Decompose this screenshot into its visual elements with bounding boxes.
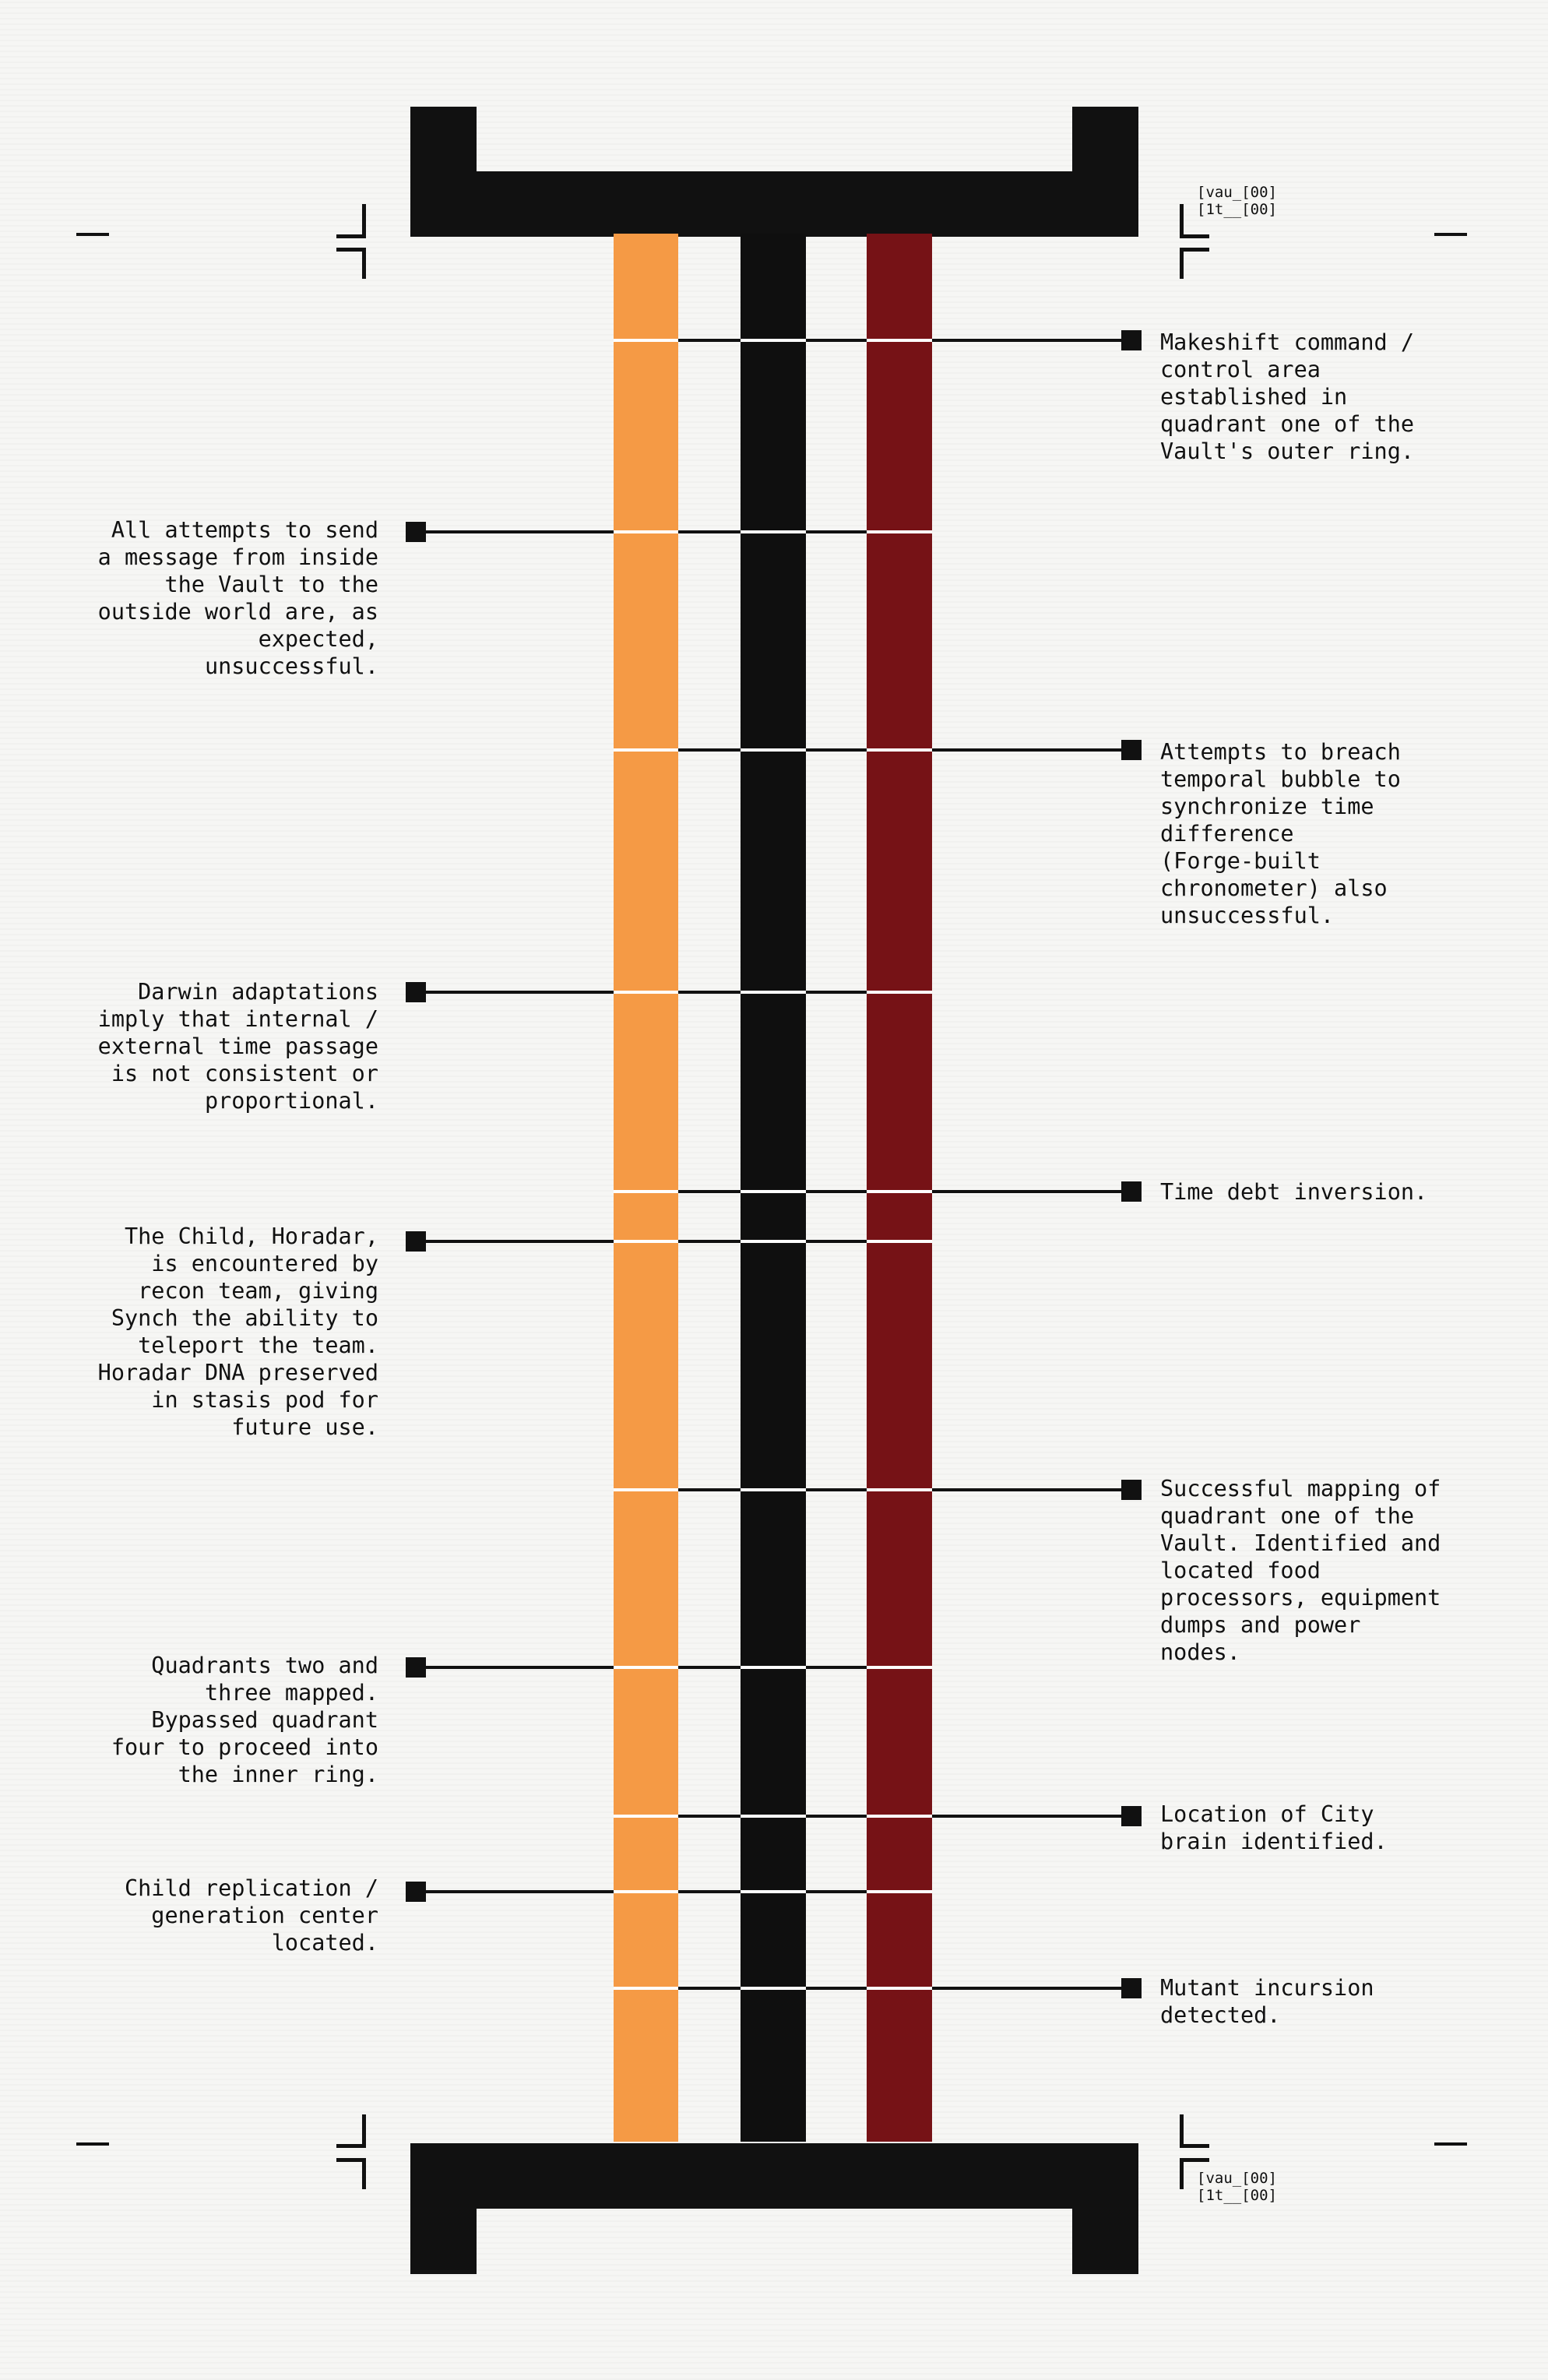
event-crossline [614,530,932,533]
connector-line [806,748,867,752]
marker-square [1121,1806,1142,1826]
code-label-bottom [1197,2170,1277,2204]
connector-line [806,1987,867,1990]
bottom-cap-bar [410,2143,1138,2209]
event-crossline [614,748,932,752]
black-timeline-bar [741,234,806,2142]
marker-square [406,1882,426,1902]
marker-square [1121,1978,1142,1998]
corner-mark [1180,2144,1209,2148]
event-crossline [614,1488,932,1491]
code-label-line: [1t__[00] [1197,201,1277,218]
top-cap-left-post [410,107,477,177]
marker-square [406,982,426,1002]
red-timeline-bar [867,234,932,2142]
event-note-right: Mutant incursion detected. [1160,1975,1374,2028]
marker-square [1121,1480,1142,1500]
event-note-right: Attempts to breach temporal bubble to synchronize time difference (Forge-built chronometer) also unsuccessful. [1160,739,1401,928]
event-note-right: Makeshift command / control area established in quadrant one of the Vault's outer ring. [1160,329,1415,464]
event-crossline [614,1890,932,1893]
marker-square [406,1231,426,1252]
marker-square [1121,740,1142,760]
connector-line [806,1815,867,1818]
corner-mark [1180,2158,1184,2189]
connector-line [806,1190,867,1193]
orange-timeline-bar [614,234,678,2142]
event-note-left: Darwin adaptations imply that internal / external time passage is not consistent or proportional. [97,979,378,1114]
event-crossline [614,339,932,342]
event-note-right: Time debt inversion. [1160,1179,1428,1205]
connector-line [417,1666,614,1669]
corner-mark [336,2144,366,2148]
corner-mark [1180,234,1209,238]
event-note-right: Successful mapping of quadrant one of the Vault. Identified and located food processors, equipment dumps and power nodes. [1160,1476,1441,1665]
event-crossline [614,991,932,994]
event-note-right: Location of City brain identified. [1160,1801,1388,1854]
connector-line [417,991,614,994]
connector-line [932,1488,1131,1491]
corner-mark [362,2114,366,2147]
connector-line [417,530,614,533]
corner-mark [362,204,366,237]
connector-line [678,530,741,533]
corner-mark [336,234,366,238]
connector-line [932,1987,1131,1990]
corner-mark [1180,204,1184,237]
connector-line [932,1815,1131,1818]
bottom-cap-right-post [1072,2204,1138,2274]
connector-line [806,1890,867,1893]
connector-line [678,1488,741,1491]
code-label-line: [vau_[00] [1197,184,1277,201]
connector-line [678,1987,741,1990]
connector-line [417,1240,614,1243]
connector-line [678,748,741,752]
corner-mark [1180,2158,1209,2162]
registration-dash [1434,2142,1467,2146]
connector-line [678,339,741,342]
marker-square [1121,330,1142,350]
connector-line [417,1890,614,1893]
connector-line [932,1190,1131,1193]
corner-mark [362,248,366,279]
code-label-top [1197,184,1277,218]
connector-line [678,1815,741,1818]
top-cap-bar [410,171,1138,237]
connector-line [678,991,741,994]
corner-mark [362,2158,366,2189]
code-label-line: [1t__[00] [1197,2187,1277,2204]
event-crossline [614,1240,932,1243]
corner-mark [1180,248,1184,279]
top-cap-right-post [1072,107,1138,177]
connector-line [806,1240,867,1243]
event-note-left: The Child, Horadar, is encountered by recon team, giving Synch the ability to teleport the team. Horadar DNA preserved in stasis pod for future use. [97,1223,378,1440]
connector-line [678,1666,741,1669]
bottom-cap-left-post [410,2204,477,2274]
connector-line [806,991,867,994]
connector-line [932,748,1131,752]
connector-line [678,1190,741,1193]
marker-square [406,1657,426,1678]
connector-line [932,339,1131,342]
corner-mark [1180,248,1209,252]
event-crossline [614,1815,932,1818]
event-note-left: Quadrants two and three mapped. Bypassed quadrant four to proceed into the inner ring. [111,1653,378,1787]
code-label-line: [vau_[00] [1197,2170,1277,2187]
registration-dash [1434,233,1467,236]
marker-square [406,522,426,542]
event-crossline [614,1190,932,1193]
connector-line [678,1890,741,1893]
event-crossline [614,1666,932,1669]
registration-dash [76,2142,109,2146]
event-crossline [614,1987,932,1990]
marker-square [1121,1181,1142,1202]
connector-line [806,1666,867,1669]
event-note-left: All attempts to send a message from inside the Vault to the outside world are, as expected, unsuccessful. [97,517,378,679]
event-note-left: Child replication / generation center located. [124,1875,378,1956]
registration-dash [76,233,109,236]
connector-line [806,530,867,533]
connector-line [806,339,867,342]
connector-line [806,1488,867,1491]
connector-line [678,1240,741,1243]
corner-mark [1180,2114,1184,2147]
